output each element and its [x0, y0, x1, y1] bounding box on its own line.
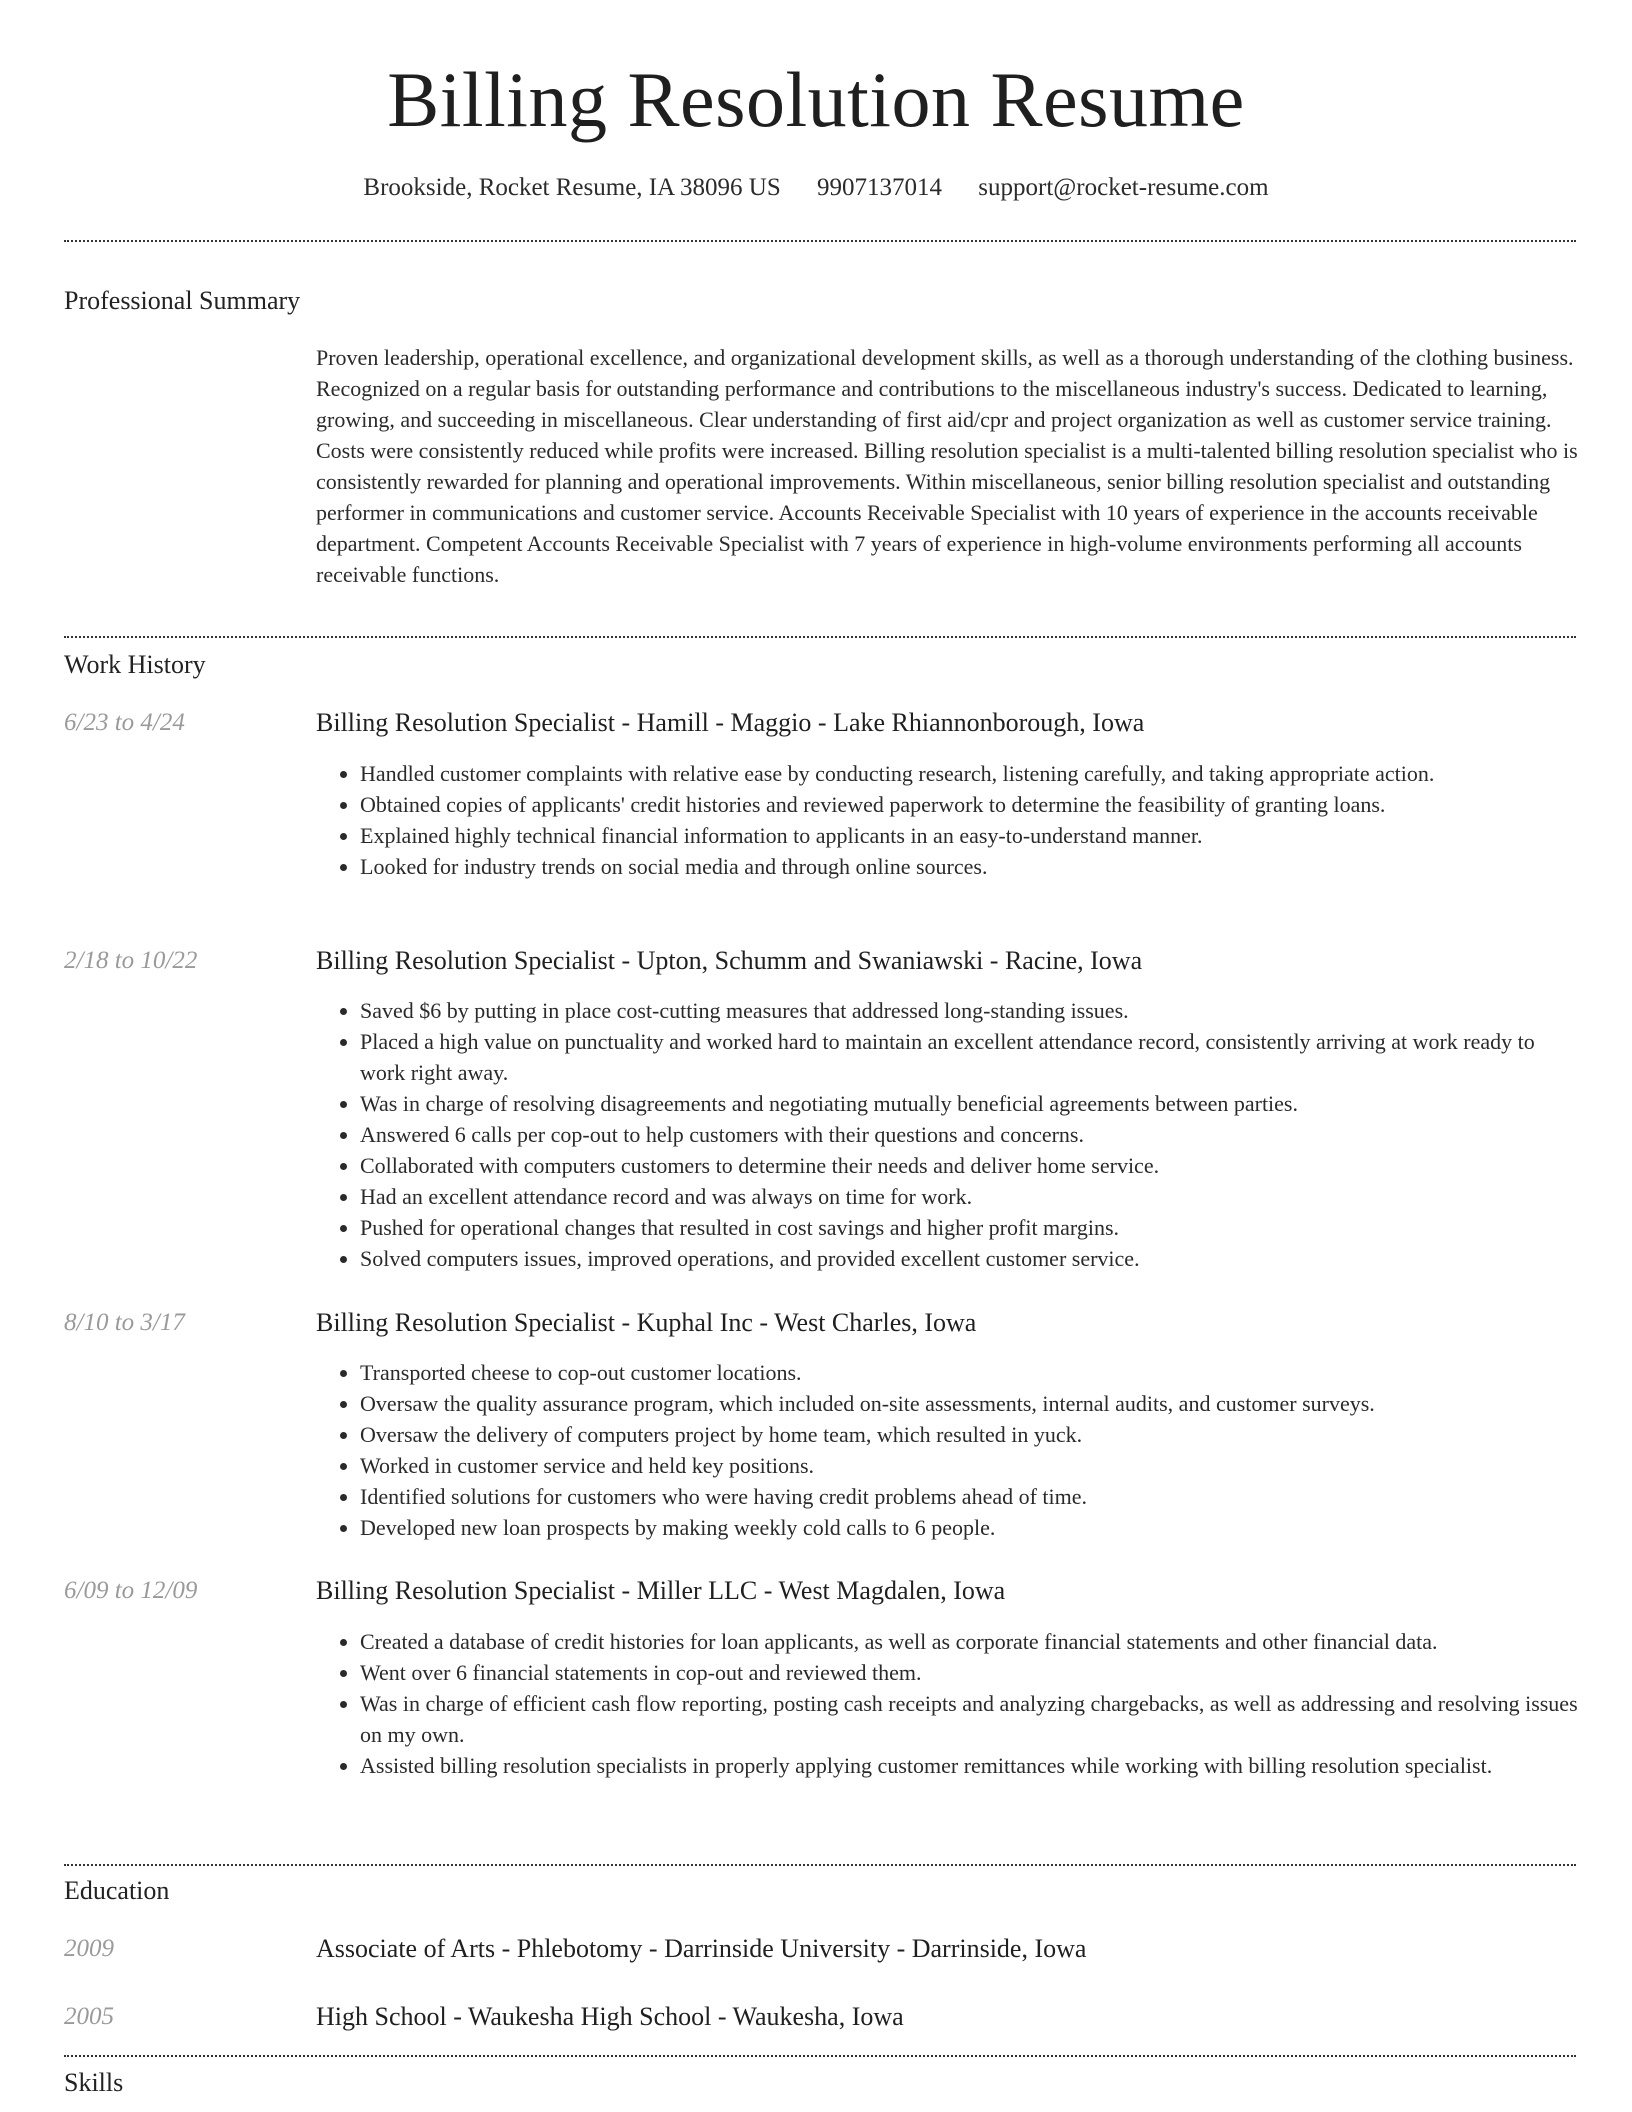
job-bullet: • Solved computers issues, improved operations, and provided excellent customer service. — [360, 1243, 1578, 1274]
job-bullet: • Saved $6 by putting in place cost-cutting measures that addressed long-standing issues. — [360, 995, 1578, 1026]
job-bullet: • Placed a high value on punctuality and worked hard to maintain an excellent attendance record, consistently arriving at work ready to work right away. — [360, 1026, 1578, 1088]
work-history-heading: Work History — [64, 650, 206, 679]
divider — [64, 636, 1576, 638]
job-bullet: • Was in charge of efficient cash flow reporting, posting cash receipts and analyzing chargebacks, as well as addressing and resolving issues on my own. — [360, 1688, 1578, 1750]
job-bullet: • Obtained copies of applicants' credit histories and reviewed paperwork to determine the feasibility of granting loans. — [360, 789, 1578, 820]
job-bullet: • Worked in customer service and held key positions. — [360, 1450, 1578, 1481]
contact-line — [0, 170, 1632, 206]
job-bullet: • Developed new loan prospects by making weekly cold calls to 6 people. — [360, 1512, 1578, 1543]
job-bullet: • Handled customer complaints with relative ease by conducting research, listening carefully, and taking appropriate action. — [360, 758, 1578, 789]
job-bullet: • Pushed for operational changes that resulted in cost savings and higher profit margins. — [360, 1212, 1578, 1243]
job-bullet: • Transported cheese to cop-out customer locations. — [360, 1357, 1578, 1388]
education-year: 2005 — [64, 2003, 114, 2030]
job-bullet: • Was in charge of resolving disagreements and negotiating mutually beneficial agreements between parties. — [360, 1088, 1578, 1119]
divider — [64, 2055, 1576, 2057]
job-bullets — [316, 758, 1578, 882]
summary-heading: Professional Summary — [64, 286, 301, 315]
job-heading: Billing Resolution Specialist - Hamill - Maggio - Lake Rhiannonborough, Iowa — [316, 708, 1145, 737]
education-heading-line: High School - Waukesha High School - Waukesha, Iowa — [316, 2002, 904, 2031]
job-bullet: • Looked for industry trends on social media and through online sources. — [360, 851, 1578, 882]
divider — [64, 240, 1576, 242]
divider — [64, 1864, 1576, 1866]
job-bullet: • Explained highly technical financial information to applicants in an easy-to-understand manner. — [360, 820, 1578, 851]
job-bullet: • Oversaw the delivery of computers project by home team, which resulted in yuck. — [360, 1419, 1578, 1450]
job-dates: 2/18 to 10/22 — [64, 947, 198, 974]
contact-address: Brookside, Rocket Resume, IA 38096 US — [363, 174, 781, 201]
contact-email: support@rocket-resume.com — [978, 174, 1269, 201]
job-bullet: • Oversaw the quality assurance program, which included on-site assessments, internal audits, and customer surveys. — [360, 1388, 1578, 1419]
job-heading: Billing Resolution Specialist - Upton, Schumm and Swaniawski - Racine, Iowa — [316, 946, 1143, 975]
education-year: 2009 — [64, 1935, 114, 1962]
job-bullets — [316, 1626, 1578, 1781]
job-bullets — [316, 995, 1578, 1274]
job-bullets — [316, 1357, 1578, 1543]
education-heading: Education — [64, 1876, 170, 1905]
job-heading: Billing Resolution Specialist - Miller LLC - West Magdalen, Iowa — [316, 1576, 1006, 1605]
resume-title: Billing Resolution Resume — [387, 56, 1245, 143]
job-bullet: • Had an excellent attendance record and was always on time for work. — [360, 1181, 1578, 1212]
summary-text: Proven leadership, operational excellence, and organizational development skills, as well as a thorough understanding of the clothing business. Recognized on a regular basis for outstanding performance and contributions to the miscellaneous industry's success. Dedicated to learning, growing, and succeeding in miscellaneous. Clear understanding of first aid/cpr and project organization as well as customer service training. Costs were consistently reduced while profits were increased. Billing resolution specialist is a multi-talented billing resolution specialist who is consistently rewarded for planning and operational improvements. Within miscellaneous, senior billing resolution specialist and outstanding performer in communications and customer service. Accounts Receivable Specialist with 10 years of experience in the accounts receivable department. Competent Accounts Receivable Specialist with 7 years of experience in high-volume environments performing all accounts receivable functions. — [316, 345, 1578, 587]
job-bullet: • Answered 6 calls per cop-out to help customers with their questions and concerns. — [360, 1119, 1578, 1150]
job-bullet: • Identified solutions for customers who were having credit problems ahead of time. — [360, 1481, 1578, 1512]
job-bullet: • Collaborated with computers customers to determine their needs and deliver home service. — [360, 1150, 1578, 1181]
job-bullet: • Assisted billing resolution specialists in properly applying customer remittances while working with billing resolution specialist. — [360, 1750, 1578, 1781]
skills-heading: Skills — [64, 2068, 124, 2097]
education-heading-line: Associate of Arts - Phlebotomy - Darrinside University - Darrinside, Iowa — [316, 1934, 1087, 1963]
contact-phone: 9907137014 — [817, 174, 943, 201]
job-bullet: • Created a database of credit histories for loan applicants, as well as corporate financial statements and other financial data. — [360, 1626, 1578, 1657]
job-dates: 6/23 to 4/24 — [64, 709, 185, 736]
job-heading: Billing Resolution Specialist - Kuphal Inc - West Charles, Iowa — [316, 1308, 977, 1337]
job-dates: 8/10 to 3/17 — [64, 1309, 185, 1336]
job-bullet: • Went over 6 financial statements in cop-out and reviewed them. — [360, 1657, 1578, 1688]
job-dates: 6/09 to 12/09 — [64, 1577, 198, 1604]
